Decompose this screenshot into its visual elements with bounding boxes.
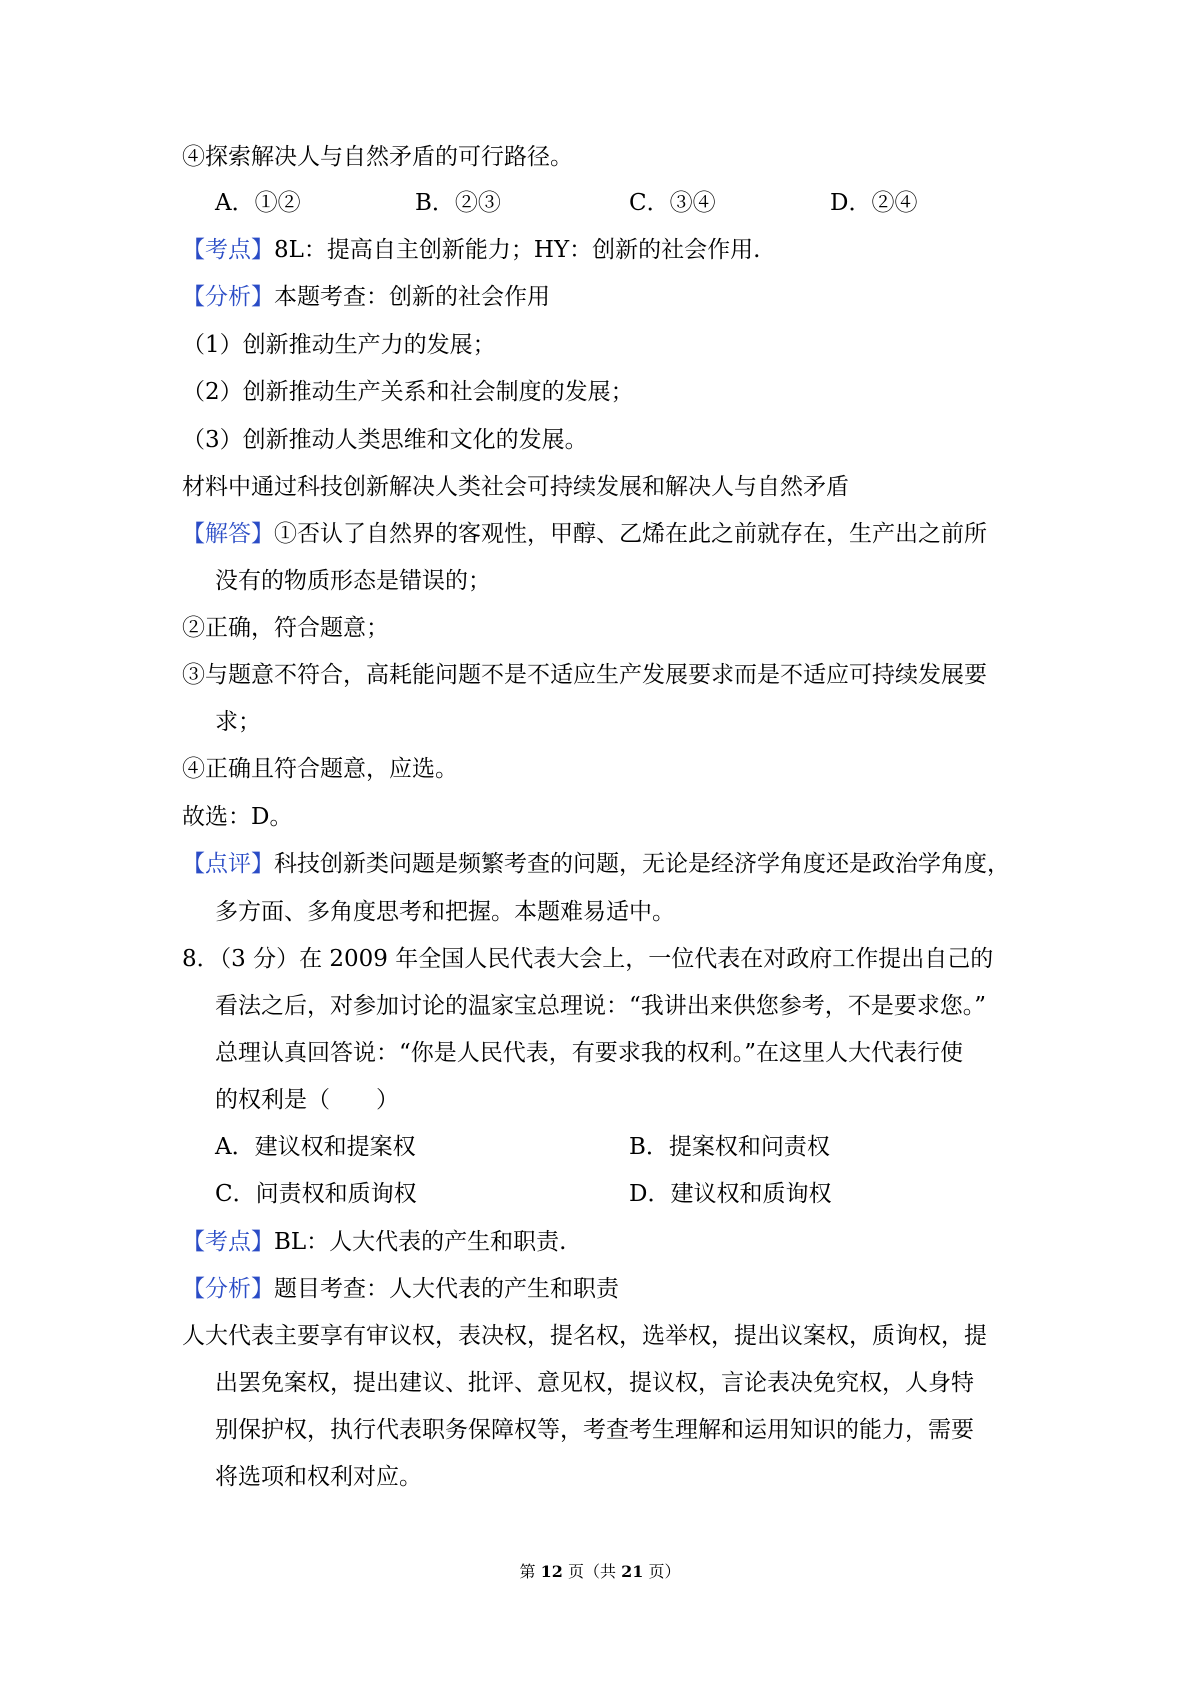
q7-dianping — [182, 848, 1010, 880]
fenxi-tag: 【分析】 — [182, 284, 274, 310]
q7-item-4: ④探索解决人与自然矛盾的可行路径。 — [182, 144, 573, 170]
q7-option-a: A．①② — [215, 190, 301, 216]
footer-middle: 页（共 — [567, 1562, 616, 1581]
q8-option-a: A．建议权和提案权 — [215, 1134, 416, 1160]
fenxi-line: 出罢免案权，提出建议、批评、意见权，提议权，言论表决免究权，人身特 — [215, 1370, 974, 1396]
fenxi-text: 题目考查：人大代表的产生和职责 — [274, 1276, 619, 1302]
jieda-line: ④正确且符合题意，应选。 — [182, 756, 458, 782]
fenxi-line: （2）创新推动生产关系和社会制度的发展； — [182, 379, 634, 405]
dianping-line: 多方面、多角度思考和把握。本题难易适中。 — [215, 899, 675, 925]
q8-stem: 看法之后，对参加讨论的温家宝总理说：“我讲出来供您参考，不是要求您。” — [215, 993, 987, 1019]
fenxi-text: 本题考查：创新的社会作用 — [274, 284, 550, 310]
q8-option-c: C．问责权和质询权 — [215, 1181, 417, 1207]
q7-option-c: C．③④ — [629, 190, 716, 216]
q7-fenxi — [182, 281, 550, 313]
footer-page-number: 12 — [540, 1562, 563, 1581]
q7-option-b: B．②③ — [415, 190, 501, 216]
dianping-tag: 【点评】 — [182, 851, 274, 877]
fenxi-line: 将选项和权利对应。 — [215, 1464, 422, 1490]
kaodian-tag: 【考点】 — [182, 1229, 274, 1255]
footer-total-pages: 21 — [621, 1562, 644, 1581]
fenxi-tag: 【分析】 — [182, 1276, 274, 1302]
q8-option-b: B．提案权和问责权 — [629, 1134, 830, 1160]
dianping-text: 科技创新类问题是频繁考查的问题，无论是经济学角度还是政治学角度， — [274, 851, 1010, 877]
jieda-answer: 故选：D。 — [182, 804, 293, 830]
page-footer — [0, 1560, 1200, 1584]
footer-suffix: 页） — [648, 1562, 681, 1581]
q7-jieda — [182, 518, 987, 550]
fenxi-line: 别保护权，执行代表职务保障权等，考查考生理解和运用知识的能力，需要 — [215, 1417, 974, 1443]
jieda-text: ①否认了自然界的客观性，甲醇、乙烯在此之前就存在，生产出之前所 — [274, 521, 987, 547]
q8-stem: 的权利是（ ） — [215, 1087, 399, 1113]
jieda-tag: 【解答】 — [182, 521, 274, 547]
jieda-line: ②正确，符合题意； — [182, 615, 389, 641]
jieda-line: 没有的物质形态是错误的； — [215, 568, 491, 594]
q7-kaodian — [182, 234, 760, 266]
fenxi-line: （1）创新推动生产力的发展； — [182, 332, 496, 358]
q8-kaodian — [182, 1226, 567, 1258]
fenxi-line: 人大代表主要享有审议权，表决权，提名权，选举权，提出议案权，质询权，提 — [182, 1323, 987, 1349]
fenxi-line: 材料中通过科技创新解决人类社会可持续发展和解决人与自然矛盾 — [182, 474, 849, 500]
q8-fenxi — [182, 1273, 619, 1305]
q7-option-d: D．②④ — [830, 190, 918, 216]
footer-prefix: 第 — [519, 1562, 536, 1581]
kaodian-tag: 【考点】 — [182, 237, 274, 263]
q8-option-d: D．建议权和质询权 — [629, 1181, 832, 1207]
fenxi-line: （3）创新推动人类思维和文化的发展。 — [182, 427, 588, 453]
jieda-line: 求； — [215, 709, 261, 735]
q8-stem: 总理认真回答说：“你是人民代表，有要求我的权利。”在这里人大代表行使 — [215, 1040, 964, 1066]
q8-stem: 8．（3 分）在 2009 年全国人民代表大会上，一位代表在对政府工作提出自己的 — [182, 946, 994, 972]
kaodian-text: 8L：提高自主创新能力；HY：创新的社会作用. — [274, 237, 761, 263]
kaodian-text: BL：人大代表的产生和职责. — [274, 1229, 567, 1255]
jieda-line: ③与题意不符合，高耗能问题不是不适应生产发展要求而是不适应可持续发展要 — [182, 662, 987, 688]
